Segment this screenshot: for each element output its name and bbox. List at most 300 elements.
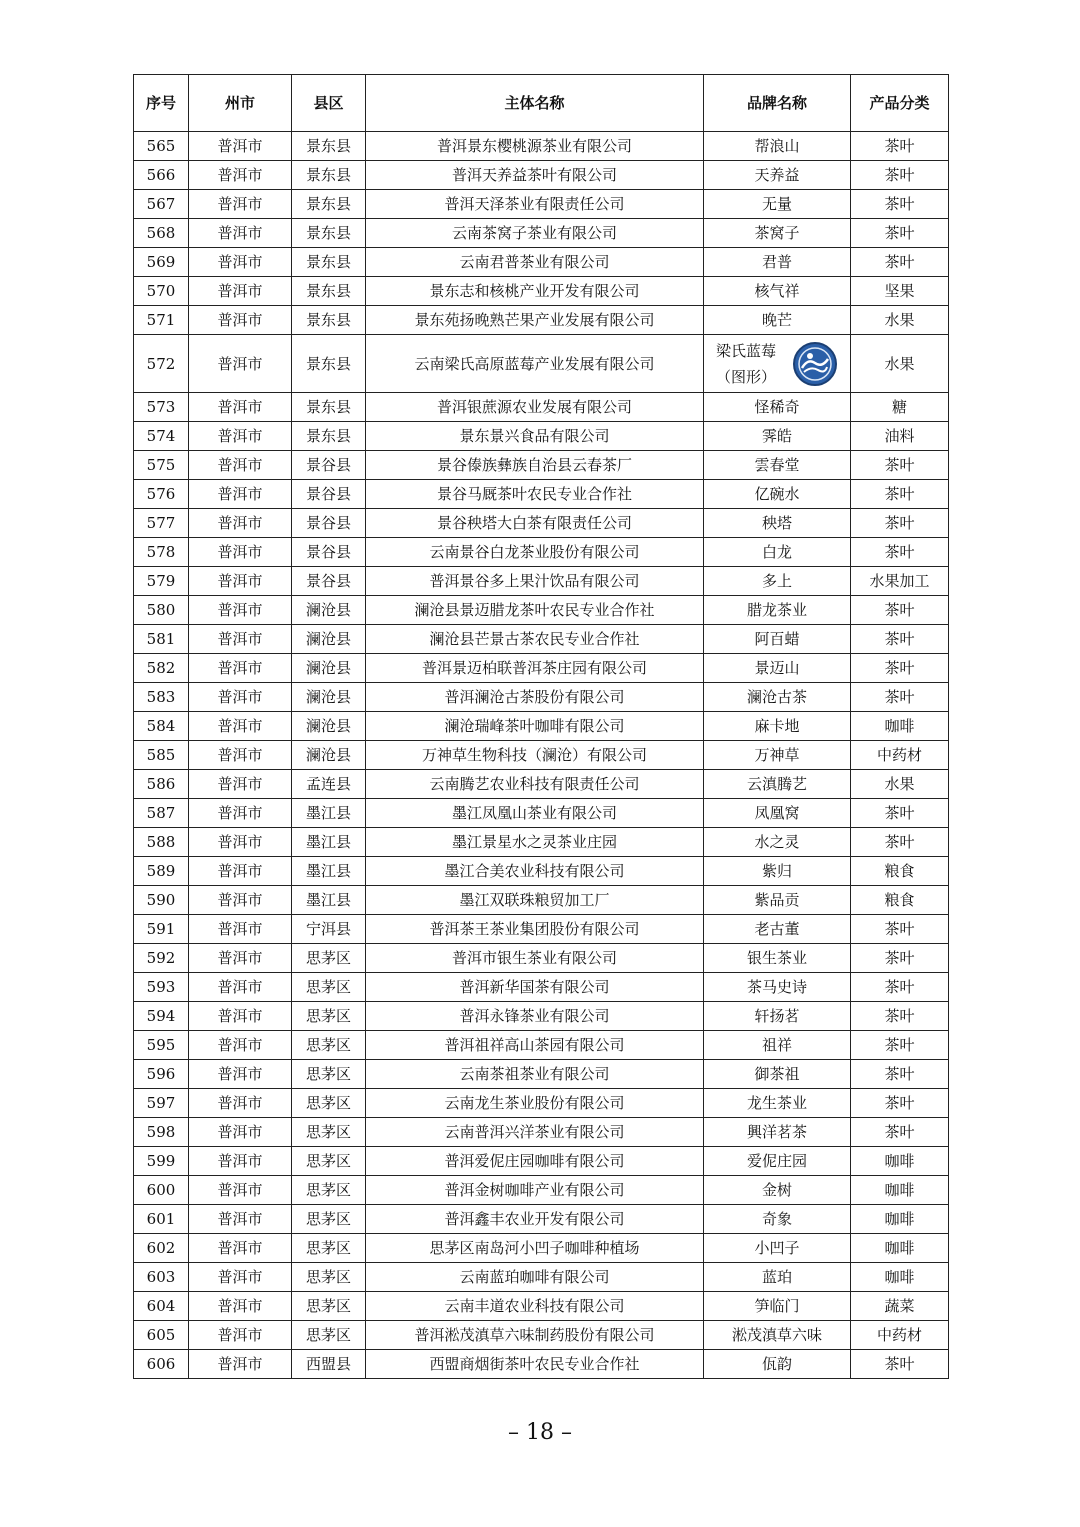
cell-category: 茶叶 (851, 1350, 949, 1379)
table-row (134, 509, 949, 538)
cell-brand: 小凹子 (704, 1234, 851, 1263)
cell-county: 思茅区 (292, 1060, 366, 1089)
cell-prefecture: 普洱市 (189, 944, 292, 973)
table-row (134, 1002, 949, 1031)
table-row (134, 306, 949, 335)
cell-county: 景谷县 (292, 538, 366, 567)
cell-category: 咖啡 (851, 1147, 949, 1176)
header-prefecture: 州市 (189, 75, 292, 132)
cell-brand: 无量 (704, 190, 851, 219)
cell-county: 思茅区 (292, 1292, 366, 1321)
cell-prefecture: 普洱市 (189, 712, 292, 741)
cell-entity: 云南茶窝子茶业有限公司 (366, 219, 704, 248)
table-row (134, 1089, 949, 1118)
cell-prefecture: 普洱市 (189, 306, 292, 335)
cell-entity: 澜沧县芒景古茶农民专业合作社 (366, 625, 704, 654)
cell-seq: 577 (134, 509, 189, 538)
cell-prefecture: 普洱市 (189, 596, 292, 625)
cell-entity: 普洱爱伲庄园咖啡有限公司 (366, 1147, 704, 1176)
cell-seq: 574 (134, 422, 189, 451)
cell-brand: 茶马史诗 (704, 973, 851, 1002)
cell-seq: 566 (134, 161, 189, 190)
cell-entity: 云南普洱兴洋茶业有限公司 (366, 1118, 704, 1147)
table-row (134, 741, 949, 770)
cell-seq: 597 (134, 1089, 189, 1118)
table-row (134, 1176, 949, 1205)
cell-entity: 景东苑扬晚熟芒果产业发展有限公司 (366, 306, 704, 335)
cell-seq: 568 (134, 219, 189, 248)
cell-county: 澜沧县 (292, 596, 366, 625)
cell-brand: 君普 (704, 248, 851, 277)
cell-brand: 帮浪山 (704, 132, 851, 161)
cell-brand: 多上 (704, 567, 851, 596)
cell-brand: 奇象 (704, 1205, 851, 1234)
table-row (134, 451, 949, 480)
header-entity: 主体名称 (366, 75, 704, 132)
cell-seq: 595 (134, 1031, 189, 1060)
cell-county: 宁洱县 (292, 915, 366, 944)
cell-category: 茶叶 (851, 799, 949, 828)
cell-seq: 589 (134, 857, 189, 886)
cell-brand: 澜沧古茶 (704, 683, 851, 712)
table-row (134, 538, 949, 567)
cell-seq: 578 (134, 538, 189, 567)
cell-category: 茶叶 (851, 596, 949, 625)
cell-county: 澜沧县 (292, 741, 366, 770)
table-row (134, 422, 949, 451)
cell-county: 思茅区 (292, 1031, 366, 1060)
table-row (134, 973, 949, 1002)
cell-seq: 601 (134, 1205, 189, 1234)
cell-brand: 蓝珀 (704, 1263, 851, 1292)
cell-brand: 紫归 (704, 857, 851, 886)
cell-brand: 景迈山 (704, 654, 851, 683)
cell-county: 景东县 (292, 306, 366, 335)
cell-category: 茶叶 (851, 509, 949, 538)
cell-category: 水果 (851, 335, 949, 393)
table-row (134, 393, 949, 422)
cell-prefecture: 普洱市 (189, 973, 292, 1002)
cell-entity: 景谷傣族彝族自治县云春茶厂 (366, 451, 704, 480)
cell-prefecture: 普洱市 (189, 1147, 292, 1176)
cell-entity: 普洱茶王茶业集团股份有限公司 (366, 915, 704, 944)
cell-county: 景东县 (292, 190, 366, 219)
blueberry-logo-icon (792, 341, 838, 387)
header-county: 县区 (292, 75, 366, 132)
cell-county: 墨江县 (292, 886, 366, 915)
cell-seq: 590 (134, 886, 189, 915)
cell-brand: 霁皓 (704, 422, 851, 451)
cell-seq: 576 (134, 480, 189, 509)
cell-brand: 金树 (704, 1176, 851, 1205)
cell-prefecture: 普洱市 (189, 1292, 292, 1321)
cell-county: 墨江县 (292, 828, 366, 857)
table-row (134, 886, 949, 915)
header-category: 产品分类 (851, 75, 949, 132)
table-row (134, 1350, 949, 1379)
cell-entity: 普洱鑫丰农业开发有限公司 (366, 1205, 704, 1234)
cell-county: 思茅区 (292, 1263, 366, 1292)
cell-brand: 笋临门 (704, 1292, 851, 1321)
cell-entity: 西盟商烟街茶叶农民专业合作社 (366, 1350, 704, 1379)
cell-entity: 普洱景东樱桃源茶业有限公司 (366, 132, 704, 161)
cell-category: 咖啡 (851, 1234, 949, 1263)
cell-prefecture: 普洱市 (189, 480, 292, 509)
cell-category: 水果 (851, 770, 949, 799)
table-row (134, 1321, 949, 1350)
cell-seq: 604 (134, 1292, 189, 1321)
cell-prefecture: 普洱市 (189, 1350, 292, 1379)
cell-category: 茶叶 (851, 1118, 949, 1147)
cell-entity: 墨江双联珠粮贸加工厂 (366, 886, 704, 915)
table-row (134, 683, 949, 712)
cell-seq: 586 (134, 770, 189, 799)
cell-seq: 567 (134, 190, 189, 219)
cell-entity: 澜沧县景迈腊龙茶叶农民专业合作社 (366, 596, 704, 625)
cell-brand: 白龙 (704, 538, 851, 567)
cell-prefecture: 普洱市 (189, 1060, 292, 1089)
cell-county: 澜沧县 (292, 654, 366, 683)
cell-seq: 580 (134, 596, 189, 625)
table-row (134, 625, 949, 654)
table-row (134, 1060, 949, 1089)
cell-entity: 普洱澜沧古茶股份有限公司 (366, 683, 704, 712)
cell-category: 咖啡 (851, 712, 949, 741)
cell-category: 茶叶 (851, 654, 949, 683)
cell-prefecture: 普洱市 (189, 828, 292, 857)
cell-entity: 云南腾艺农业科技有限责任公司 (366, 770, 704, 799)
cell-seq: 588 (134, 828, 189, 857)
cell-category: 中药材 (851, 741, 949, 770)
cell-county: 景谷县 (292, 480, 366, 509)
cell-prefecture: 普洱市 (189, 654, 292, 683)
cell-prefecture: 普洱市 (189, 1205, 292, 1234)
cell-entity: 普洱金树咖啡产业有限公司 (366, 1176, 704, 1205)
cell-category: 茶叶 (851, 828, 949, 857)
table-row (134, 132, 949, 161)
cell-brand: 秧塔 (704, 509, 851, 538)
cell-seq: 565 (134, 132, 189, 161)
cell-county: 澜沧县 (292, 625, 366, 654)
cell-entity: 思茅区南岛河小凹子咖啡种植场 (366, 1234, 704, 1263)
cell-brand: 水之灵 (704, 828, 851, 857)
table-row (134, 1205, 949, 1234)
cell-brand: 龙生茶业 (704, 1089, 851, 1118)
cell-seq: 606 (134, 1350, 189, 1379)
cell-county: 景东县 (292, 277, 366, 306)
cell-brand: 阿百蜡 (704, 625, 851, 654)
cell-entity: 普洱景迈柏联普洱茶庄园有限公司 (366, 654, 704, 683)
cell-entity: 墨江合美农业科技有限公司 (366, 857, 704, 886)
cell-prefecture: 普洱市 (189, 1263, 292, 1292)
cell-brand: 怪稀奇 (704, 393, 851, 422)
table-row (134, 567, 949, 596)
cell-prefecture: 普洱市 (189, 741, 292, 770)
table-row (134, 248, 949, 277)
cell-prefecture: 普洱市 (189, 886, 292, 915)
cell-category: 蔬菜 (851, 1292, 949, 1321)
table-row (134, 944, 949, 973)
cell-county: 思茅区 (292, 1147, 366, 1176)
cell-prefecture: 普洱市 (189, 1002, 292, 1031)
cell-county: 景谷县 (292, 567, 366, 596)
cell-category: 水果 (851, 306, 949, 335)
cell-brand: 雲春堂 (704, 451, 851, 480)
cell-entity: 云南梁氏高原蓝莓产业发展有限公司 (366, 335, 704, 393)
cell-seq: 569 (134, 248, 189, 277)
cell-category: 茶叶 (851, 219, 949, 248)
cell-brand: 核气祥 (704, 277, 851, 306)
table-row (134, 219, 949, 248)
table-row (134, 654, 949, 683)
cell-brand: 亿碗水 (704, 480, 851, 509)
cell-category: 粮食 (851, 857, 949, 886)
cell-category: 茶叶 (851, 1002, 949, 1031)
cell-seq: 605 (134, 1321, 189, 1350)
cell-category: 茶叶 (851, 973, 949, 1002)
table-row (134, 1234, 949, 1263)
cell-entity: 云南丰道农业科技有限公司 (366, 1292, 704, 1321)
cell-brand: 天养益 (704, 161, 851, 190)
header-seq: 序号 (134, 75, 189, 132)
cell-category: 茶叶 (851, 451, 949, 480)
cell-prefecture: 普洱市 (189, 915, 292, 944)
cell-category: 水果加工 (851, 567, 949, 596)
table-row (134, 1118, 949, 1147)
header-row (134, 75, 949, 132)
cell-brand: 万神草 (704, 741, 851, 770)
cell-seq: 598 (134, 1118, 189, 1147)
table-row (134, 480, 949, 509)
cell-entity: 云南蓝珀咖啡有限公司 (366, 1263, 704, 1292)
cell-prefecture: 普洱市 (189, 132, 292, 161)
cell-brand: 興洋茗茶 (704, 1118, 851, 1147)
cell-category: 茶叶 (851, 161, 949, 190)
table-row (134, 1031, 949, 1060)
cell-county: 思茅区 (292, 1176, 366, 1205)
cell-prefecture: 普洱市 (189, 161, 292, 190)
cell-category: 中药材 (851, 1321, 949, 1350)
cell-county: 澜沧县 (292, 712, 366, 741)
cell-entity: 墨江凤凰山茶业有限公司 (366, 799, 704, 828)
cell-category: 咖啡 (851, 1205, 949, 1234)
cell-county: 澜沧县 (292, 683, 366, 712)
cell-county: 景东县 (292, 393, 366, 422)
cell-category: 茶叶 (851, 132, 949, 161)
cell-entity: 景东志和核桃产业开发有限公司 (366, 277, 704, 306)
table-row (134, 1292, 949, 1321)
cell-entity: 云南龙生茶业股份有限公司 (366, 1089, 704, 1118)
cell-prefecture: 普洱市 (189, 770, 292, 799)
page-number: – 18 – (508, 1420, 572, 1445)
cell-prefecture: 普洱市 (189, 509, 292, 538)
cell-seq: 571 (134, 306, 189, 335)
table-row (134, 1263, 949, 1292)
table-row (134, 190, 949, 219)
cell-seq: 591 (134, 915, 189, 944)
cell-county: 孟连县 (292, 770, 366, 799)
cell-seq: 603 (134, 1263, 189, 1292)
cell-category: 茶叶 (851, 625, 949, 654)
cell-seq: 599 (134, 1147, 189, 1176)
table-row (134, 596, 949, 625)
cell-prefecture: 普洱市 (189, 567, 292, 596)
cell-entity: 云南茶祖茶业有限公司 (366, 1060, 704, 1089)
cell-prefecture: 普洱市 (189, 1089, 292, 1118)
cell-category: 茶叶 (851, 538, 949, 567)
cell-county: 景东县 (292, 422, 366, 451)
cell-entity: 云南君普茶业有限公司 (366, 248, 704, 277)
cell-brand: 腊龙茶业 (704, 596, 851, 625)
cell-county: 思茅区 (292, 1205, 366, 1234)
cell-prefecture: 普洱市 (189, 190, 292, 219)
cell-prefecture: 普洱市 (189, 451, 292, 480)
cell-brand: 云滇腾艺 (704, 770, 851, 799)
cell-brand: 轩扬茗 (704, 1002, 851, 1031)
cell-county: 墨江县 (292, 799, 366, 828)
cell-county: 景东县 (292, 335, 366, 393)
cell-category: 茶叶 (851, 480, 949, 509)
cell-brand: 佤韵 (704, 1350, 851, 1379)
cell-seq: 593 (134, 973, 189, 1002)
cell-county: 景东县 (292, 248, 366, 277)
cell-brand: 麻卡地 (704, 712, 851, 741)
cell-seq: 573 (134, 393, 189, 422)
cell-category: 茶叶 (851, 248, 949, 277)
header-brand: 品牌名称 (704, 75, 851, 132)
cell-seq: 579 (134, 567, 189, 596)
cell-brand: 爱伲庄园 (704, 1147, 851, 1176)
cell-county: 景谷县 (292, 451, 366, 480)
cell-prefecture: 普洱市 (189, 625, 292, 654)
table-row (134, 915, 949, 944)
cell-entity: 云南景谷白龙茶业股份有限公司 (366, 538, 704, 567)
cell-category: 茶叶 (851, 1031, 949, 1060)
cell-entity: 普洱银蔗源农业发展有限公司 (366, 393, 704, 422)
cell-seq: 585 (134, 741, 189, 770)
cell-prefecture: 普洱市 (189, 219, 292, 248)
cell-category: 粮食 (851, 886, 949, 915)
cell-prefecture: 普洱市 (189, 277, 292, 306)
cell-brand: 御茶祖 (704, 1060, 851, 1089)
cell-prefecture: 普洱市 (189, 335, 292, 393)
cell-seq: 570 (134, 277, 189, 306)
cell-entity: 普洱景谷多上果汁饮品有限公司 (366, 567, 704, 596)
cell-category: 茶叶 (851, 1060, 949, 1089)
cell-entity: 万神草生物科技（澜沧）有限公司 (366, 741, 704, 770)
cell-prefecture: 普洱市 (189, 1321, 292, 1350)
cell-entity: 普洱新华国茶有限公司 (366, 973, 704, 1002)
table-row (134, 277, 949, 306)
cell-prefecture: 普洱市 (189, 1176, 292, 1205)
cell-entity: 澜沧瑞峰茶叶咖啡有限公司 (366, 712, 704, 741)
cell-prefecture: 普洱市 (189, 1118, 292, 1147)
brand-table (133, 74, 949, 1379)
cell-seq: 592 (134, 944, 189, 973)
cell-prefecture: 普洱市 (189, 799, 292, 828)
cell-entity: 墨江景星水之灵茶业庄园 (366, 828, 704, 857)
table-body (134, 132, 949, 1379)
cell-entity: 景谷马厩茶叶农民专业合作社 (366, 480, 704, 509)
cell-category: 咖啡 (851, 1263, 949, 1292)
table-row (134, 161, 949, 190)
cell-county: 景谷县 (292, 509, 366, 538)
cell-entity: 景谷秧塔大白茶有限责任公司 (366, 509, 704, 538)
cell-seq: 575 (134, 451, 189, 480)
cell-prefecture: 普洱市 (189, 393, 292, 422)
cell-county: 景东县 (292, 219, 366, 248)
table-row (134, 857, 949, 886)
cell-prefecture: 普洱市 (189, 422, 292, 451)
cell-county: 思茅区 (292, 1118, 366, 1147)
table-row (134, 770, 949, 799)
cell-entity: 普洱淞茂滇草六味制药股份有限公司 (366, 1321, 704, 1350)
cell-seq: 583 (134, 683, 189, 712)
cell-entity: 普洱市银生茶业有限公司 (366, 944, 704, 973)
cell-brand: 银生茶业 (704, 944, 851, 973)
table-row (134, 335, 949, 393)
cell-county: 思茅区 (292, 1089, 366, 1118)
cell-brand-text: 梁氏蓝莓（图形） (716, 341, 777, 386)
cell-brand: 祖祥 (704, 1031, 851, 1060)
cell-brand: 紫品贡 (704, 886, 851, 915)
cell-entity: 普洱祖祥高山茶园有限公司 (366, 1031, 704, 1060)
cell-county: 思茅区 (292, 944, 366, 973)
cell-seq: 587 (134, 799, 189, 828)
table-row (134, 828, 949, 857)
cell-prefecture: 普洱市 (189, 538, 292, 567)
cell-brand: 茶窝子 (704, 219, 851, 248)
cell-entity: 景东景兴食品有限公司 (366, 422, 704, 451)
cell-county: 思茅区 (292, 1321, 366, 1350)
cell-seq: 582 (134, 654, 189, 683)
cell-prefecture: 普洱市 (189, 1031, 292, 1060)
cell-county: 思茅区 (292, 1234, 366, 1263)
cell-entity: 普洱天养益茶叶有限公司 (366, 161, 704, 190)
cell-seq: 594 (134, 1002, 189, 1031)
cell-category: 茶叶 (851, 915, 949, 944)
cell-brand: 晚芒 (704, 306, 851, 335)
cell-county: 景东县 (292, 161, 366, 190)
cell-brand: 凤凰窝 (704, 799, 851, 828)
cell-category: 坚果 (851, 277, 949, 306)
cell-seq: 572 (134, 335, 189, 393)
cell-brand: 老古董 (704, 915, 851, 944)
cell-seq: 596 (134, 1060, 189, 1089)
cell-prefecture: 普洱市 (189, 857, 292, 886)
cell-county: 思茅区 (292, 973, 366, 1002)
cell-entity: 普洱天泽茶业有限责任公司 (366, 190, 704, 219)
cell-seq: 600 (134, 1176, 189, 1205)
cell-category: 油料 (851, 422, 949, 451)
cell-category: 茶叶 (851, 1089, 949, 1118)
cell-prefecture: 普洱市 (189, 1234, 292, 1263)
cell-category: 茶叶 (851, 683, 949, 712)
table-row (134, 1147, 949, 1176)
cell-category: 茶叶 (851, 190, 949, 219)
cell-seq: 584 (134, 712, 189, 741)
cell-county: 思茅区 (292, 1002, 366, 1031)
cell-category: 咖啡 (851, 1176, 949, 1205)
table-row (134, 799, 949, 828)
cell-prefecture: 普洱市 (189, 683, 292, 712)
cell-seq: 602 (134, 1234, 189, 1263)
cell-brand (704, 335, 851, 393)
cell-county: 墨江县 (292, 857, 366, 886)
cell-seq: 581 (134, 625, 189, 654)
cell-county: 景东县 (292, 132, 366, 161)
cell-brand: 淞茂滇草六味 (704, 1321, 851, 1350)
